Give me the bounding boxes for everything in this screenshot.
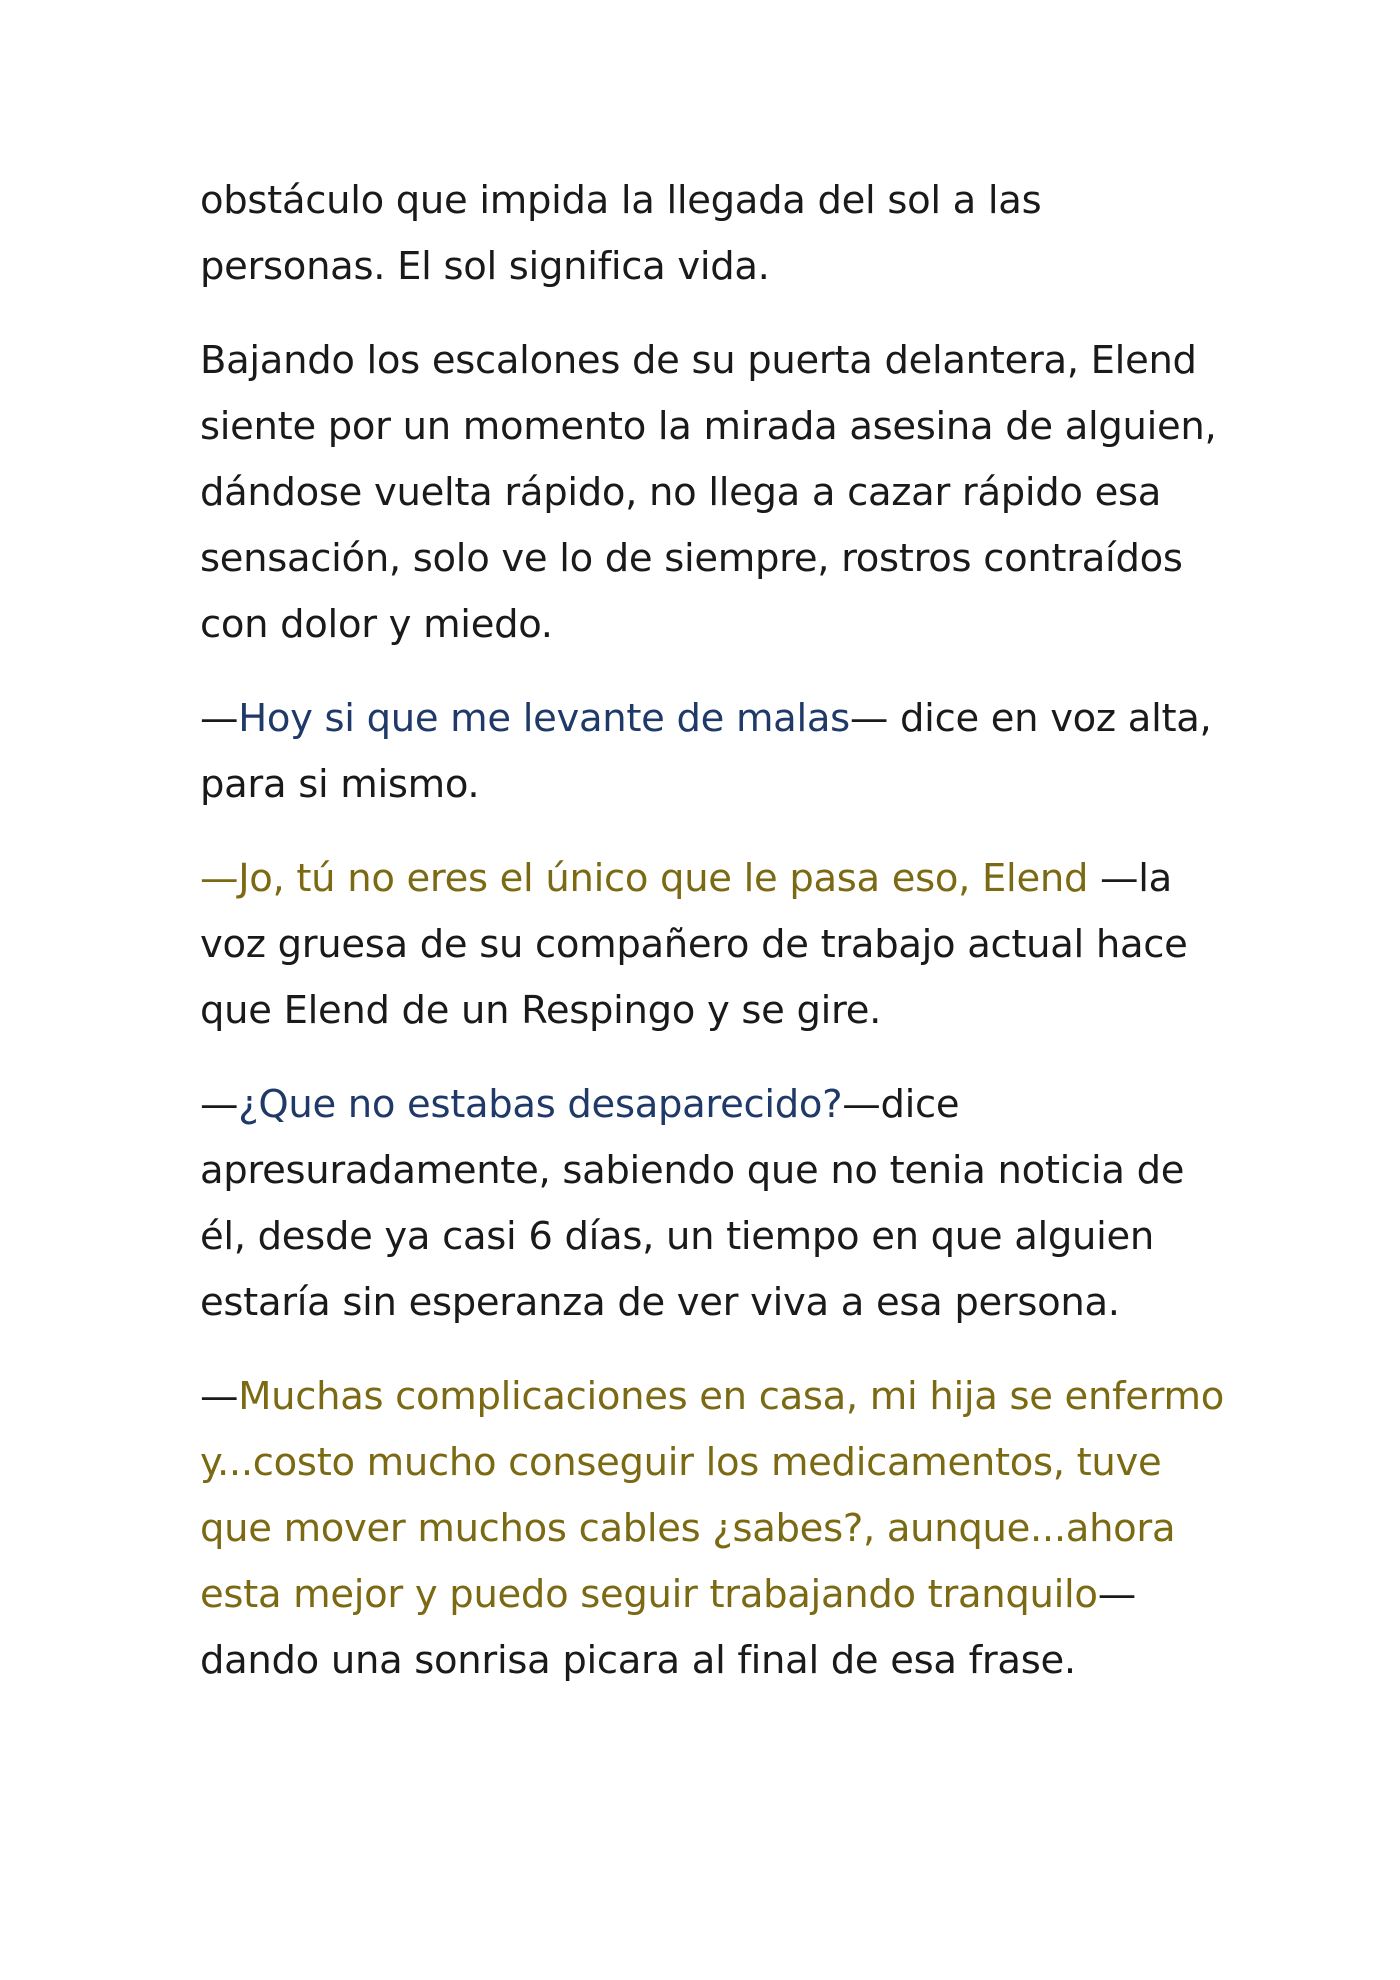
- paragraph-dialogue-4: [200, 1364, 1230, 1694]
- paragraph-dialogue-3: [200, 1072, 1230, 1336]
- paragraph-dialogue-1: [200, 686, 1230, 818]
- dialogue-elend: ¿Que no estabas desaparecido?: [238, 1082, 843, 1127]
- paragraph-sun: [200, 168, 1230, 300]
- narration-text: —la voz gruesa de su compañero de trabajo actual hace que Elend de un Respingo y se gire.: [200, 856, 1188, 1033]
- dialogue-companion: Muchas complicaciones en casa, mi hija se enfermo y...costo mucho conseguir los medicamentos, tuve que mover muchos cables ¿sabes?, aunque...ahora esta mejor y puedo seguir trabajando tranquilo: [200, 1374, 1224, 1617]
- dialogue-dash: —: [200, 1082, 239, 1127]
- dialogue-elend: Hoy si que me levante de malas: [238, 696, 850, 741]
- dialogue-dash: —: [200, 696, 239, 741]
- dialogue-dash: —: [200, 856, 239, 901]
- narration-text: obstáculo que impida la llegada del sol a las personas. El sol significa vida.: [200, 178, 1042, 289]
- paragraph-stairs: [200, 328, 1230, 658]
- narration-text: Bajando los escalones de su puerta delantera, Elend siente por un momento la mirada asesina de alguien, dándose vuelta rápido, no llega a cazar rápido esa sensación, solo ve lo de siempre, rostros contraídos con dolor y miedo.: [200, 338, 1217, 647]
- dialogue-companion: Jo, tú no eres el único que le pasa eso, Elend: [238, 856, 1101, 901]
- narration-text: — dice en voz alta, para si mismo.: [200, 696, 1212, 807]
- narration-text: —dice apresuradamente, sabiendo que no tenia noticia de él, desde ya casi 6 días, un tiempo en que alguien estaría sin esperanza de ver viva a esa persona.: [200, 1082, 1185, 1325]
- dialogue-dash: —: [200, 1374, 239, 1419]
- paragraph-dialogue-2: [200, 846, 1230, 1044]
- document-page: [200, 168, 1230, 1722]
- narration-text: —dando una sonrisa picara al final de esa frase.: [200, 1572, 1136, 1683]
